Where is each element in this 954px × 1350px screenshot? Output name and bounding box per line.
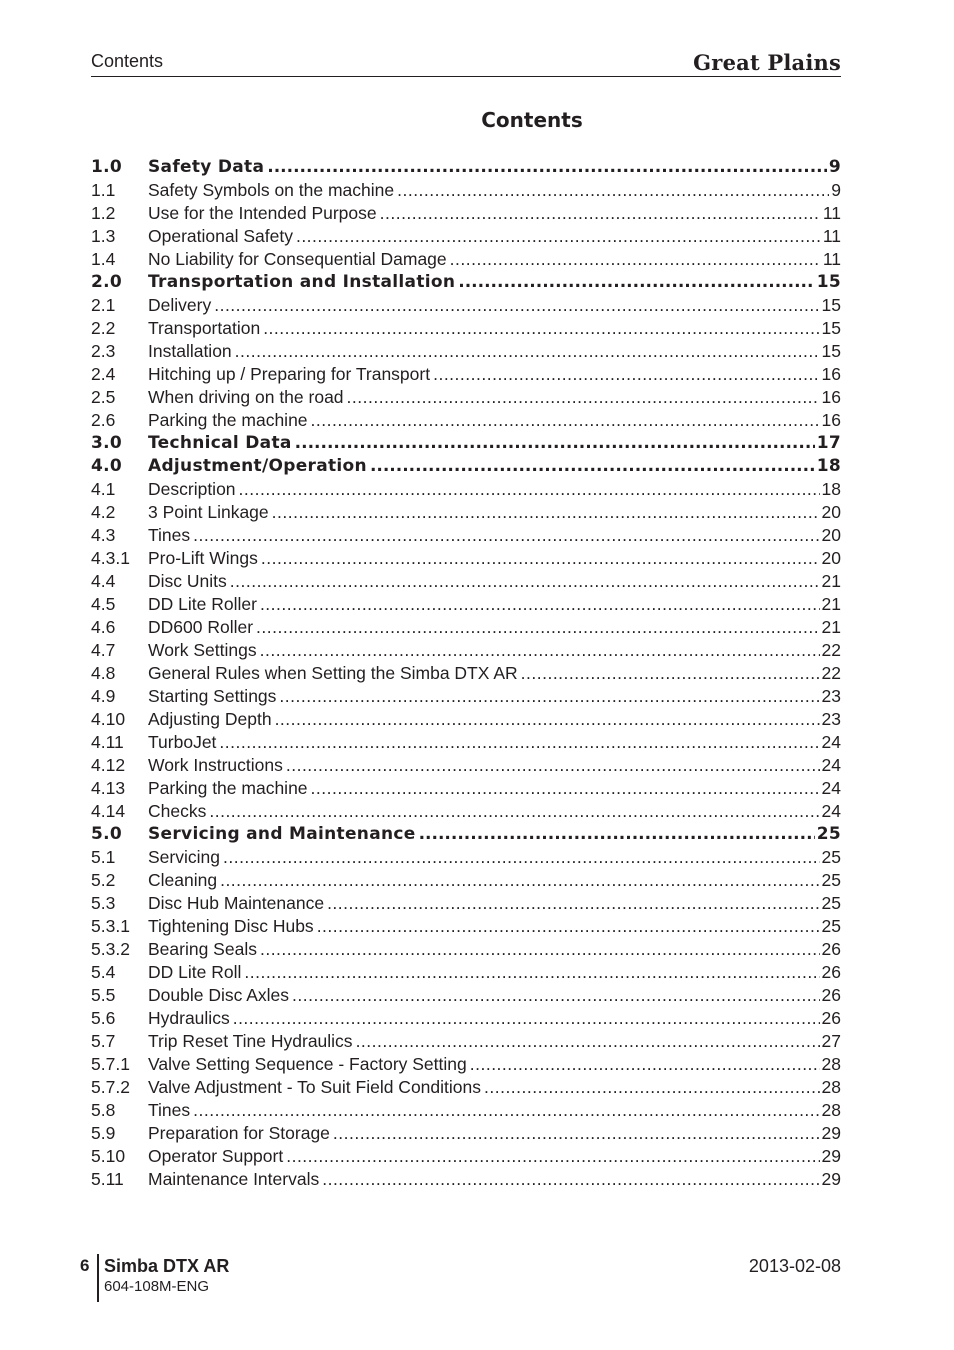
toc-section-entry[interactable] (91, 1145, 841, 1168)
toc-section-entry[interactable] (91, 915, 841, 938)
toc-entry-title: Checks (148, 801, 207, 821)
toc-dot-leader (275, 708, 820, 731)
toc-section-entry[interactable] (91, 846, 841, 869)
header-section-title: Contents (91, 51, 164, 71)
toc-entry-title: Servicing (148, 847, 220, 867)
toc-entry-page-number: 11 (822, 203, 841, 223)
page-title: Contents (481, 108, 583, 132)
toc-entry-number: 4.2 (91, 502, 116, 522)
toc-entry-number: 5.5 (91, 985, 116, 1005)
toc-chapter-entry[interactable] (91, 823, 841, 846)
toc-entry-page-number: 27 (821, 1031, 841, 1051)
toc-dot-leader (286, 1145, 819, 1168)
toc-dot-leader (244, 961, 819, 984)
toc-dot-leader (470, 1053, 820, 1076)
toc-entry-title: No Liability for Consequential Damage (148, 249, 447, 269)
toc-entry-number: 4.12 (91, 755, 126, 775)
toc-entry-title: Adjustment/Operation (148, 456, 367, 476)
toc-dot-leader (397, 179, 829, 202)
toc-entry-number: 4.5 (91, 594, 116, 614)
toc-dot-leader (260, 639, 820, 662)
toc-section-entry[interactable] (91, 547, 841, 570)
toc-section-entry[interactable] (91, 685, 841, 708)
toc-entry-number: 5.1 (91, 847, 116, 867)
toc-section-entry[interactable] (91, 938, 841, 961)
toc-dot-leader (214, 294, 819, 317)
toc-section-entry[interactable] (91, 501, 841, 524)
toc-entry-title: Work Instructions (148, 755, 283, 775)
toc-dot-leader (260, 593, 820, 616)
toc-entry-title: Work Settings (148, 640, 257, 660)
toc-entry-number: 1.2 (91, 203, 116, 223)
toc-section-entry[interactable] (91, 317, 841, 340)
toc-entry-number: 5.7.1 (91, 1054, 130, 1074)
toc-section-entry[interactable] (91, 616, 841, 639)
toc-section-entry[interactable] (91, 892, 841, 915)
toc-entry-page-number: 20 (821, 502, 841, 522)
toc-dot-leader (380, 202, 821, 225)
toc-entry-title: Use for the Intended Purpose (148, 203, 377, 223)
toc-dot-leader (295, 432, 815, 455)
toc-dot-leader (279, 685, 819, 708)
toc-section-entry[interactable] (91, 570, 841, 593)
toc-entry-page-number: 15 (821, 318, 841, 338)
toc-dot-leader (260, 938, 820, 961)
toc-section-entry[interactable] (91, 524, 841, 547)
toc-dot-leader (450, 248, 821, 271)
toc-entry-number: 5.3 (91, 893, 116, 913)
toc-entry-title: Parking the machine (148, 410, 308, 430)
toc-entry-page-number: 15 (821, 295, 841, 315)
toc-entry-number: 4.11 (91, 732, 124, 752)
toc-entry-page-number: 9 (831, 180, 841, 200)
toc-entry-number: 5.8 (91, 1100, 116, 1120)
toc-section-entry[interactable] (91, 363, 841, 386)
toc-entry-title: Delivery (148, 295, 212, 315)
toc-entry-title: DD Lite Roller (148, 594, 257, 614)
toc-entry-title: DD600 Roller (148, 617, 254, 637)
toc-entry-page-number: 15 (821, 341, 841, 361)
toc-section-entry[interactable] (91, 639, 841, 662)
toc-section-entry[interactable] (91, 754, 841, 777)
toc-section-entry[interactable] (91, 593, 841, 616)
toc-entry-number: 5.0 (91, 824, 123, 844)
toc-section-entry[interactable] (91, 708, 841, 731)
toc-entry-page-number: 24 (821, 755, 841, 775)
toc-entry-title: Servicing and Maintenance (148, 824, 416, 844)
toc-entry-number: 4.14 (91, 801, 126, 821)
toc-entry-title: Bearing Seals (148, 939, 257, 959)
toc-entry-page-number: 26 (821, 1008, 841, 1028)
toc-entry-page-number: 21 (821, 617, 841, 637)
toc-dot-leader (419, 823, 815, 846)
toc-entry-title: Tines (148, 525, 191, 545)
toc-entry-title: Maintenance Intervals (148, 1169, 320, 1189)
toc-dot-leader (209, 800, 819, 823)
toc-entry-page-number: 9 (828, 157, 841, 177)
footer-page-number: 6 (80, 1256, 90, 1275)
toc-section-entry[interactable] (91, 1099, 841, 1122)
toc-dot-leader (292, 984, 819, 1007)
toc-entry-page-number: 20 (821, 525, 841, 545)
toc-entry-page-number: 11 (822, 249, 841, 269)
toc-entry-page-number: 26 (821, 939, 841, 959)
footer-document-code: 604-108M-ENG (104, 1278, 210, 1295)
toc-entry-page-number: 16 (821, 387, 841, 407)
footer-date: 2013-02-08 (748, 1256, 841, 1276)
toc-entry-number: 4.7 (91, 640, 116, 660)
toc-entry-page-number: 11 (822, 226, 841, 246)
toc-entry-title: Operational Safety (148, 226, 293, 246)
toc-section-entry[interactable] (91, 1007, 841, 1030)
toc-entry-number: 4.8 (91, 663, 116, 683)
toc-chapter-entry[interactable] (91, 432, 841, 455)
toc-section-entry[interactable] (91, 340, 841, 363)
toc-entry-page-number: 25 (821, 916, 841, 936)
toc-entry-title: Double Disc Axles (148, 985, 290, 1005)
page-header (91, 50, 841, 77)
toc-dot-leader (235, 340, 820, 363)
toc-dot-leader (317, 915, 820, 938)
toc-dot-leader (272, 501, 820, 524)
toc-entry-number: 1.3 (91, 226, 116, 246)
toc-entry-title: Transportation (148, 318, 261, 338)
toc-entry-number: 2.3 (91, 341, 116, 361)
toc-section-entry[interactable] (91, 1122, 841, 1145)
toc-dot-leader (193, 524, 819, 547)
toc-entry-page-number: 29 (821, 1169, 841, 1189)
toc-entry-title: Technical Data (148, 433, 292, 453)
toc-entry-number: 4.13 (91, 778, 126, 798)
toc-dot-leader (458, 271, 814, 294)
toc-entry-number: 4.9 (91, 686, 116, 706)
toc-dot-leader (239, 478, 820, 501)
toc-dot-leader (322, 1168, 819, 1191)
toc-dot-leader (521, 662, 820, 685)
toc-entry-number: 4.0 (91, 456, 123, 476)
toc-entry-title: 3 Point Linkage (148, 502, 269, 522)
toc-entry-title: TurboJet (148, 732, 217, 752)
toc-dot-leader (230, 570, 820, 593)
toc-chapter-entry[interactable] (91, 455, 841, 478)
toc-entry-page-number: 26 (821, 962, 841, 982)
toc-entry-number: 4.1 (91, 479, 116, 499)
toc-entry-title: When driving on the road (148, 387, 344, 407)
toc-section-entry[interactable] (91, 225, 841, 248)
toc-entry-title: Trip Reset Tine Hydraulics (148, 1031, 353, 1051)
toc-entry-number: 5.9 (91, 1123, 116, 1143)
toc-entry-page-number: 29 (821, 1123, 841, 1143)
toc-entry-page-number: 26 (821, 985, 841, 1005)
toc-entry-number: 5.6 (91, 1008, 116, 1028)
toc-dot-leader (311, 409, 820, 432)
toc-entry-title: Pro-Lift Wings (148, 548, 258, 568)
toc-entry-number: 4.4 (91, 571, 116, 591)
toc-entry-page-number: 23 (821, 686, 841, 706)
toc-entry-number: 1.0 (91, 157, 123, 177)
toc-entry-title: Disc Hub Maintenance (148, 893, 325, 913)
toc-entry-page-number: 20 (821, 548, 841, 568)
toc-entry-number: 2.2 (91, 318, 116, 338)
footer-product-name: Simba DTX AR (104, 1256, 230, 1276)
toc-entry-page-number: 24 (821, 801, 841, 821)
toc-entry-page-number: 17 (816, 433, 841, 453)
toc-entry-title: Safety Data (148, 157, 265, 177)
toc-dot-leader (333, 1122, 820, 1145)
toc-entry-title: Installation (148, 341, 232, 361)
toc-dot-leader (267, 156, 827, 179)
toc-section-entry[interactable] (91, 202, 841, 225)
toc-dot-leader (484, 1076, 820, 1099)
toc-entry-page-number: 18 (816, 456, 841, 476)
toc-chapter-entry[interactable] (91, 271, 841, 294)
toc-section-entry[interactable] (91, 777, 841, 800)
toc-entry-page-number: 25 (821, 870, 841, 890)
toc-entry-number: 2.5 (91, 387, 116, 407)
toc-entry-number: 3.0 (91, 433, 123, 453)
toc-entry-number: 4.10 (91, 709, 126, 729)
toc-entry-page-number: 24 (821, 778, 841, 798)
toc-entry-page-number: 25 (816, 824, 841, 844)
toc-entry-number: 2.1 (91, 295, 116, 315)
toc-entry-title: Tightening Disc Hubs (148, 916, 314, 936)
toc-entry-title: Hitching up / Preparing for Transport (148, 364, 431, 384)
toc-dot-leader (433, 363, 819, 386)
toc-dot-leader (286, 754, 820, 777)
toc-entry-number: 2.0 (91, 272, 123, 292)
toc-section-entry[interactable] (91, 800, 841, 823)
toc-entry-title: Adjusting Depth (148, 709, 272, 729)
toc-entry-number: 5.3.1 (91, 916, 130, 936)
toc-entry-number: 4.3 (91, 525, 116, 545)
toc-section-entry[interactable] (91, 961, 841, 984)
toc-entry-number: 2.6 (91, 410, 116, 430)
toc-entry-title: Transportation and Installation (148, 272, 456, 292)
toc-entry-title: Operator Support (148, 1146, 284, 1166)
toc-dot-leader (347, 386, 820, 409)
toc-entry-number: 5.4 (91, 962, 116, 982)
toc-section-entry[interactable] (91, 179, 841, 202)
toc-entry-page-number: 22 (821, 663, 841, 683)
toc-entry-title: Hydraulics (148, 1008, 230, 1028)
toc-entry-title: Valve Setting Sequence - Factory Setting (148, 1054, 467, 1074)
toc-entry-number: 5.3.2 (91, 939, 130, 959)
toc-entry-page-number: 21 (821, 571, 841, 591)
toc-entry-title: General Rules when Setting the Simba DTX AR (148, 663, 518, 683)
toc-entry-number: 5.11 (91, 1169, 124, 1189)
toc-entry-page-number: 18 (821, 479, 841, 499)
toc-entry-page-number: 16 (821, 364, 841, 384)
toc-entry-number: 4.3.1 (91, 548, 130, 568)
toc-entry-title: Disc Units (148, 571, 227, 591)
toc-section-entry[interactable] (91, 1030, 841, 1053)
toc-entry-title: Valve Adjustment - To Suit Field Conditions (148, 1077, 481, 1097)
toc-dot-leader (233, 1007, 820, 1030)
toc-dot-leader (327, 892, 819, 915)
brand-logo: Great Plains (693, 50, 841, 75)
toc-dot-leader (296, 225, 821, 248)
toc-entry-page-number: 22 (821, 640, 841, 660)
toc-dot-leader (356, 1030, 820, 1053)
toc-entry-number: 4.6 (91, 617, 116, 637)
toc-entry-page-number: 23 (821, 709, 841, 729)
toc-entry-page-number: 28 (821, 1054, 841, 1074)
toc-entry-page-number: 21 (821, 594, 841, 614)
table-of-contents (91, 156, 841, 1191)
toc-entry-page-number: 29 (821, 1146, 841, 1166)
toc-entry-title: Starting Settings (148, 686, 277, 706)
toc-section-entry[interactable] (91, 478, 841, 501)
toc-section-entry[interactable] (91, 409, 841, 432)
footer-divider (97, 1254, 99, 1302)
toc-dot-leader (193, 1099, 819, 1122)
toc-entry-number: 5.7 (91, 1031, 116, 1051)
toc-section-entry[interactable] (91, 1168, 841, 1191)
toc-entry-number: 5.2 (91, 870, 116, 890)
toc-entry-number: 5.7.2 (91, 1077, 130, 1097)
toc-section-entry[interactable] (91, 731, 841, 754)
toc-entry-page-number: 15 (816, 272, 841, 292)
toc-dot-leader (220, 869, 819, 892)
toc-dot-leader (256, 616, 819, 639)
toc-section-entry[interactable] (91, 1053, 841, 1076)
toc-entry-page-number: 24 (821, 732, 841, 752)
toc-entry-number: 1.1 (91, 180, 116, 200)
toc-chapter-entry[interactable] (91, 156, 841, 179)
toc-entry-title: Preparation for Storage (148, 1123, 330, 1143)
toc-entry-title: Description (148, 479, 236, 499)
toc-dot-leader (223, 846, 820, 869)
toc-dot-leader (219, 731, 819, 754)
toc-dot-leader (263, 317, 819, 340)
toc-section-entry[interactable] (91, 869, 841, 892)
toc-entry-number: 5.10 (91, 1146, 126, 1166)
toc-section-entry[interactable] (91, 294, 841, 317)
toc-dot-leader (311, 777, 820, 800)
toc-entry-title: Parking the machine (148, 778, 308, 798)
toc-section-entry[interactable] (91, 248, 841, 271)
toc-section-entry[interactable] (91, 1076, 841, 1099)
toc-section-entry[interactable] (91, 662, 841, 685)
toc-entry-title: DD Lite Roll (148, 962, 242, 982)
toc-entry-title: Safety Symbols on the machine (148, 180, 395, 200)
toc-entry-number: 1.4 (91, 249, 116, 269)
toc-entry-page-number: 16 (821, 410, 841, 430)
toc-entry-title: Cleaning (148, 870, 218, 890)
toc-entry-page-number: 25 (821, 893, 841, 913)
toc-dot-leader (261, 547, 820, 570)
toc-section-entry[interactable] (91, 984, 841, 1007)
toc-dot-leader (370, 455, 815, 478)
toc-entry-number: 2.4 (91, 364, 116, 384)
toc-section-entry[interactable] (91, 386, 841, 409)
toc-entry-page-number: 28 (821, 1077, 841, 1097)
toc-entry-page-number: 25 (821, 847, 841, 867)
toc-entry-title: Tines (148, 1100, 191, 1120)
toc-entry-page-number: 28 (821, 1100, 841, 1120)
